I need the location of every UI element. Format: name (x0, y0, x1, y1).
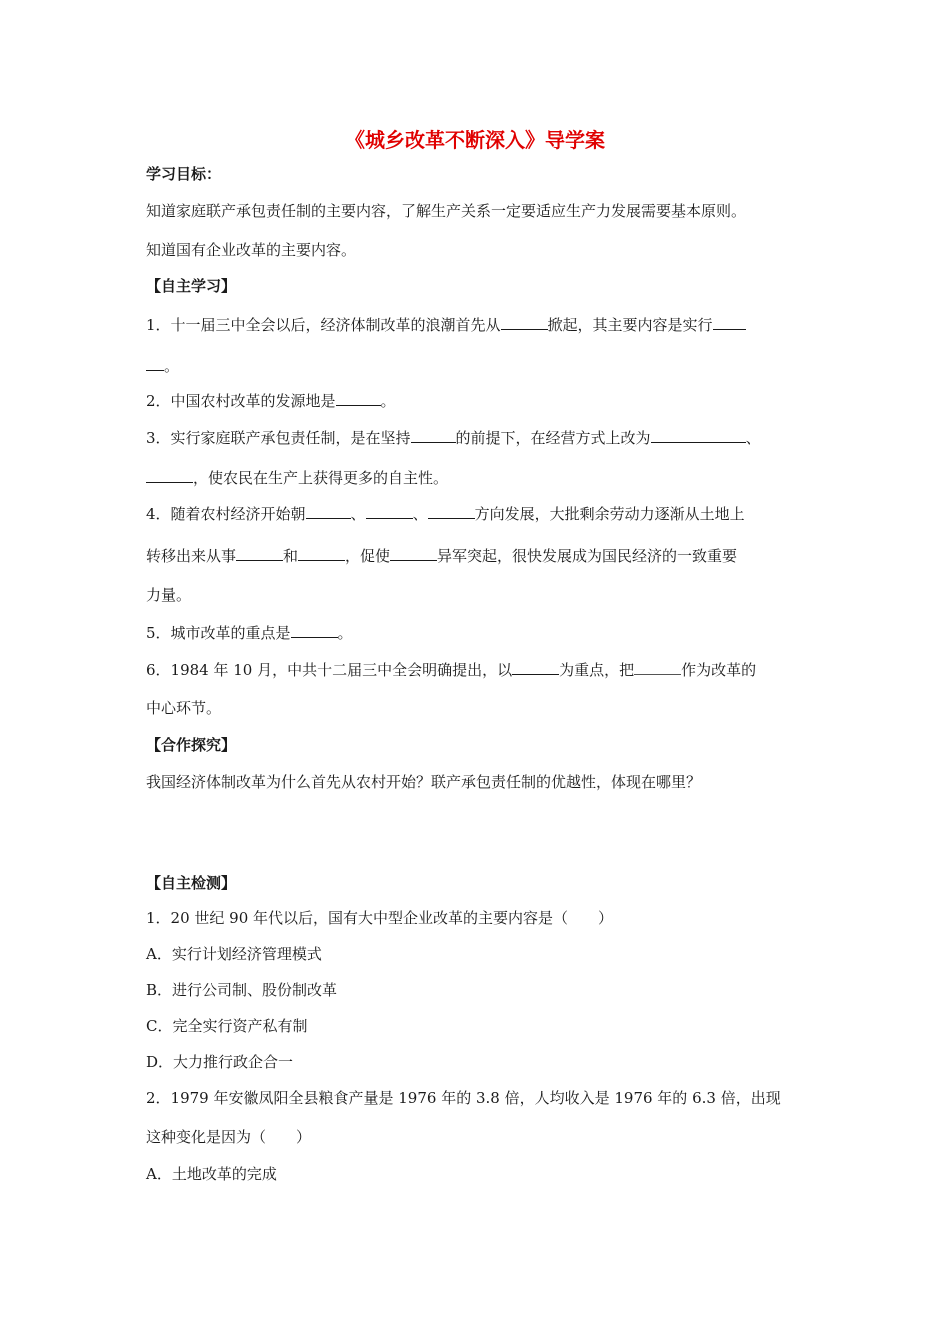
question-text: 。 (164, 357, 180, 375)
option-a[interactable]: A．实行计划经济管理模式 (146, 945, 322, 963)
question-text: 5．城市改革的重点是 (146, 624, 291, 642)
question-text: 、 (745, 429, 761, 447)
question-text: ，促使 (345, 547, 391, 565)
fill-blank[interactable] (146, 355, 164, 371)
question-1 (146, 314, 746, 335)
fill-blank[interactable] (411, 427, 456, 443)
question-text: 4．随着农村经济开始朝 (146, 505, 306, 523)
cooperation-question: 我国经济体制改革为什么首先从农村开始？联产承包责任制的优越性，体现在哪里？ (146, 773, 702, 791)
question-3-continued (146, 467, 448, 488)
option-a[interactable]: A．土地改革的完成 (146, 1165, 277, 1183)
fill-blank[interactable] (713, 314, 746, 330)
question-6-continued: 中心环节。 (146, 699, 222, 717)
option-d[interactable]: D．大力推行政企合一 (146, 1053, 294, 1071)
question-text: 。 (337, 624, 353, 642)
self-test-heading: 【自主检测】 (146, 874, 237, 892)
objective-item: 知道国有企业改革的主要内容。 (146, 241, 357, 259)
question-text: 方向发展，大批剩余劳动力逐渐从土地上 (474, 505, 745, 523)
test-question-2: 2．1979 年安徽凤阳全县粮食产量是 1976 年的 3.8 倍，人均收入是 1976 年的 6.3 倍，出现 (146, 1089, 781, 1107)
question-text: 作为改革的 (681, 661, 757, 679)
question-4-continued (146, 545, 737, 566)
question-text: 3．实行家庭联产承包责任制，是在坚持 (146, 429, 411, 447)
question-text: 掀起，其主要内容是实行 (547, 316, 713, 334)
fill-blank[interactable] (501, 314, 548, 330)
fill-blank[interactable] (298, 545, 345, 561)
question-text: 2．中国农村改革的发源地是 (146, 392, 336, 410)
question-text: 异军突起，很快发展成为国民经济的一致重要 (437, 547, 738, 565)
option-b[interactable]: B．进行公司制、股份制改革 (146, 981, 338, 999)
fill-blank[interactable] (390, 545, 437, 561)
fill-blank[interactable] (291, 622, 338, 638)
question-text: 、 (412, 505, 428, 523)
fill-blank[interactable] (336, 390, 381, 406)
fill-blank[interactable] (512, 659, 559, 675)
question-text: 1．十一届三中全会以后，经济体制改革的浪潮首先从 (146, 316, 501, 334)
question-text: 为重点，把 (559, 661, 635, 679)
question-1-continued (146, 355, 179, 376)
question-text: 的前提下，在经营方式上改为 (455, 429, 651, 447)
question-text: 转移出来从事 (146, 547, 237, 565)
question-4-continued: 力量。 (146, 586, 192, 604)
question-3 (146, 427, 761, 448)
fill-blank[interactable] (634, 659, 681, 675)
question-text: 和 (283, 547, 299, 565)
option-c[interactable]: C．完全实行资产私有制 (146, 1017, 308, 1035)
fill-blank[interactable] (651, 427, 746, 443)
question-text: 。 (380, 392, 396, 410)
self-study-heading: 【自主学习】 (146, 277, 237, 295)
objectives-heading: 学习目标： (146, 165, 222, 183)
page-title: 《城乡改革不断深入》导学案 (345, 128, 605, 152)
question-text: ，使农民在生产上获得更多的自主性。 (193, 469, 449, 487)
objective-item: 知道家庭联产承包责任制的主要内容，了解生产关系一定要适应生产力发展需要基本原则。 (146, 202, 747, 220)
question-6 (146, 659, 756, 680)
cooperation-heading: 【合作探究】 (146, 736, 237, 754)
fill-blank[interactable] (366, 503, 413, 519)
test-question-1: 1．20 世纪 90 年代以后，国有大中型企业改革的主要内容是（ ） (146, 909, 614, 927)
test-question-2-continued: 这种变化是因为（ ） (146, 1128, 312, 1146)
question-4 (146, 503, 745, 524)
question-5 (146, 622, 353, 643)
fill-blank[interactable] (146, 467, 193, 483)
question-text: 6．1984 年 10 月，中共十二届三中全会明确提出，以 (146, 661, 513, 679)
fill-blank[interactable] (306, 503, 351, 519)
question-2 (146, 390, 396, 411)
fill-blank[interactable] (428, 503, 475, 519)
question-text: 、 (350, 505, 366, 523)
fill-blank[interactable] (236, 545, 283, 561)
